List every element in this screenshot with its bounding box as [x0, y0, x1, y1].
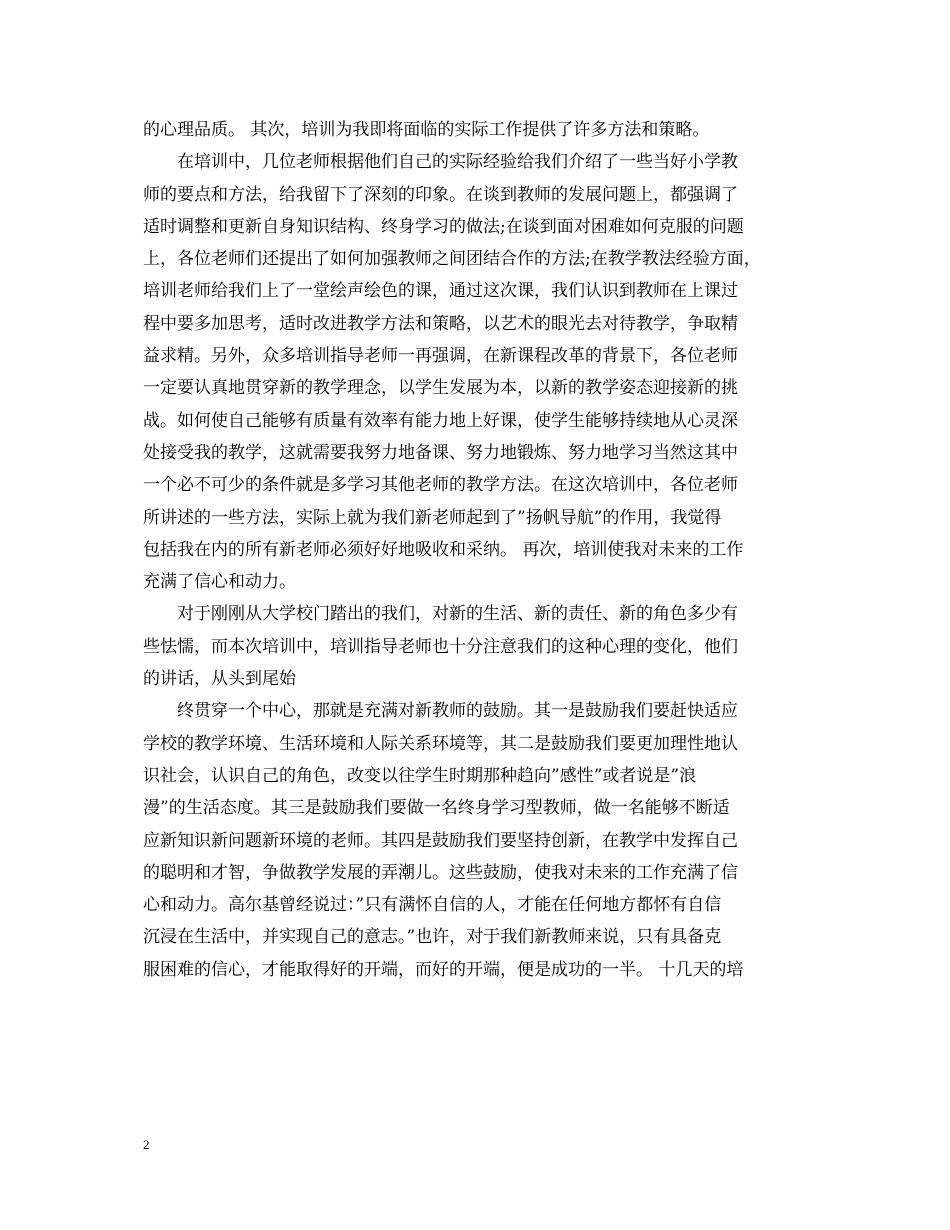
- page-number: 2: [143, 1137, 150, 1152]
- text-line: 战。如何使自己能够有质量有效率有能力地上好课，使学生能够持续地从心灵深: [143, 410, 738, 431]
- text-line: 师的要点和方法，给我留下了深刻的印象。在谈到教师的发展问题上，都强调了: [143, 184, 738, 205]
- text-line: 一个必不可少的条件就是多学习其他老师的教学方法。在这次培训中，各位老师: [143, 475, 738, 496]
- text-line: 应新知识新问题新环境的老师。其四是鼓励我们要坚持创新，在教学中发挥自己: [143, 830, 738, 851]
- text-line: 所讲述的一些方法，实际上就为我们新老师起到了”扬帆导航”的作用，我觉得: [143, 507, 722, 528]
- text-line: 适时调整和更新自身知识结构、终身学习的做法;在谈到面对困难如何克服的问题: [143, 216, 744, 237]
- text-line: 漫”的生活态度。其三是鼓励我们要做一名终身学习型教师，做一名能够不断适: [143, 798, 730, 819]
- text-line: 对于刚刚从大学校门踏出的我们，对新的生活、新的责任、新的角色多少有: [177, 604, 738, 625]
- text-line: 些怯懦，而本次培训中，培训指导老师也十分注意我们的这种心理的变化，他们: [143, 636, 738, 657]
- text-line: 在培训中，几位老师根据他们自己的实际经验给我们介绍了一些当好小学教: [177, 152, 738, 173]
- text-line: 的心理品质。 其次，培训为我即将面临的实际工作提供了许多方法和策略。: [143, 120, 710, 140]
- text-line: 包括我在内的所有新老师必须好好地吸收和采纳。 再次，培训使我对未来的工作: [143, 539, 744, 560]
- text-line: 上，各位老师们还提出了如何加强教师之间团结合作的方法;在教学教法经验方面，: [143, 249, 761, 270]
- text-line: 充满了信心和动力。: [143, 572, 296, 593]
- text-line: 识社会，认识自己的角色，改变以往学生时期那种趋向”感性”或者说是”浪: [143, 765, 697, 786]
- text-line: 终贯穿一个中心，那就是充满对新教师的鼓励。其一是鼓励我们要赶快适应: [177, 701, 738, 722]
- text-line: 的聪明和才智，争做教学发展的弄潮儿。这些鼓励，使我对未来的工作充满了信: [143, 862, 738, 883]
- text-line: 处接受我的教学，这就需要我努力地备课、努力地锻炼、努力地学习当然这其中: [143, 442, 738, 463]
- text-line: 学校的教学环境、生活环境和人际关系环境等，其二是鼓励我们要更加理性地认: [143, 733, 738, 754]
- text-line: 培训老师给我们上了一堂绘声绘色的课，通过这次课，我们认识到教师在上课过: [143, 281, 738, 302]
- body-text: [143, 114, 823, 986]
- text-line: 程中要多加思考，适时改进教学方法和策略，以艺术的眼光去对待教学，争取精: [143, 313, 738, 334]
- text-line: 沉浸在生活中，并实现自己的意志。”也许，对于我们新教师来说，只有具备克: [143, 927, 722, 948]
- text-line: 的讲话，从头到尾始: [143, 669, 296, 690]
- text-line: 一定要认真地贯穿新的教学理念，以学生发展为本，以新的教学姿态迎接新的挑: [143, 378, 738, 399]
- text-line: 益求精。另外，众多培训指导老师一再强调，在新课程改革的背景下，各位老师: [143, 346, 738, 367]
- text-line: 服困难的信心，才能取得好的开端，而好的开端，便是成功的一半。 十几天的培: [143, 959, 744, 980]
- text-line: 心和动力。高尔基曾经说过：”只有满怀自信的人，才能在任何地方都怀有自信: [143, 895, 722, 916]
